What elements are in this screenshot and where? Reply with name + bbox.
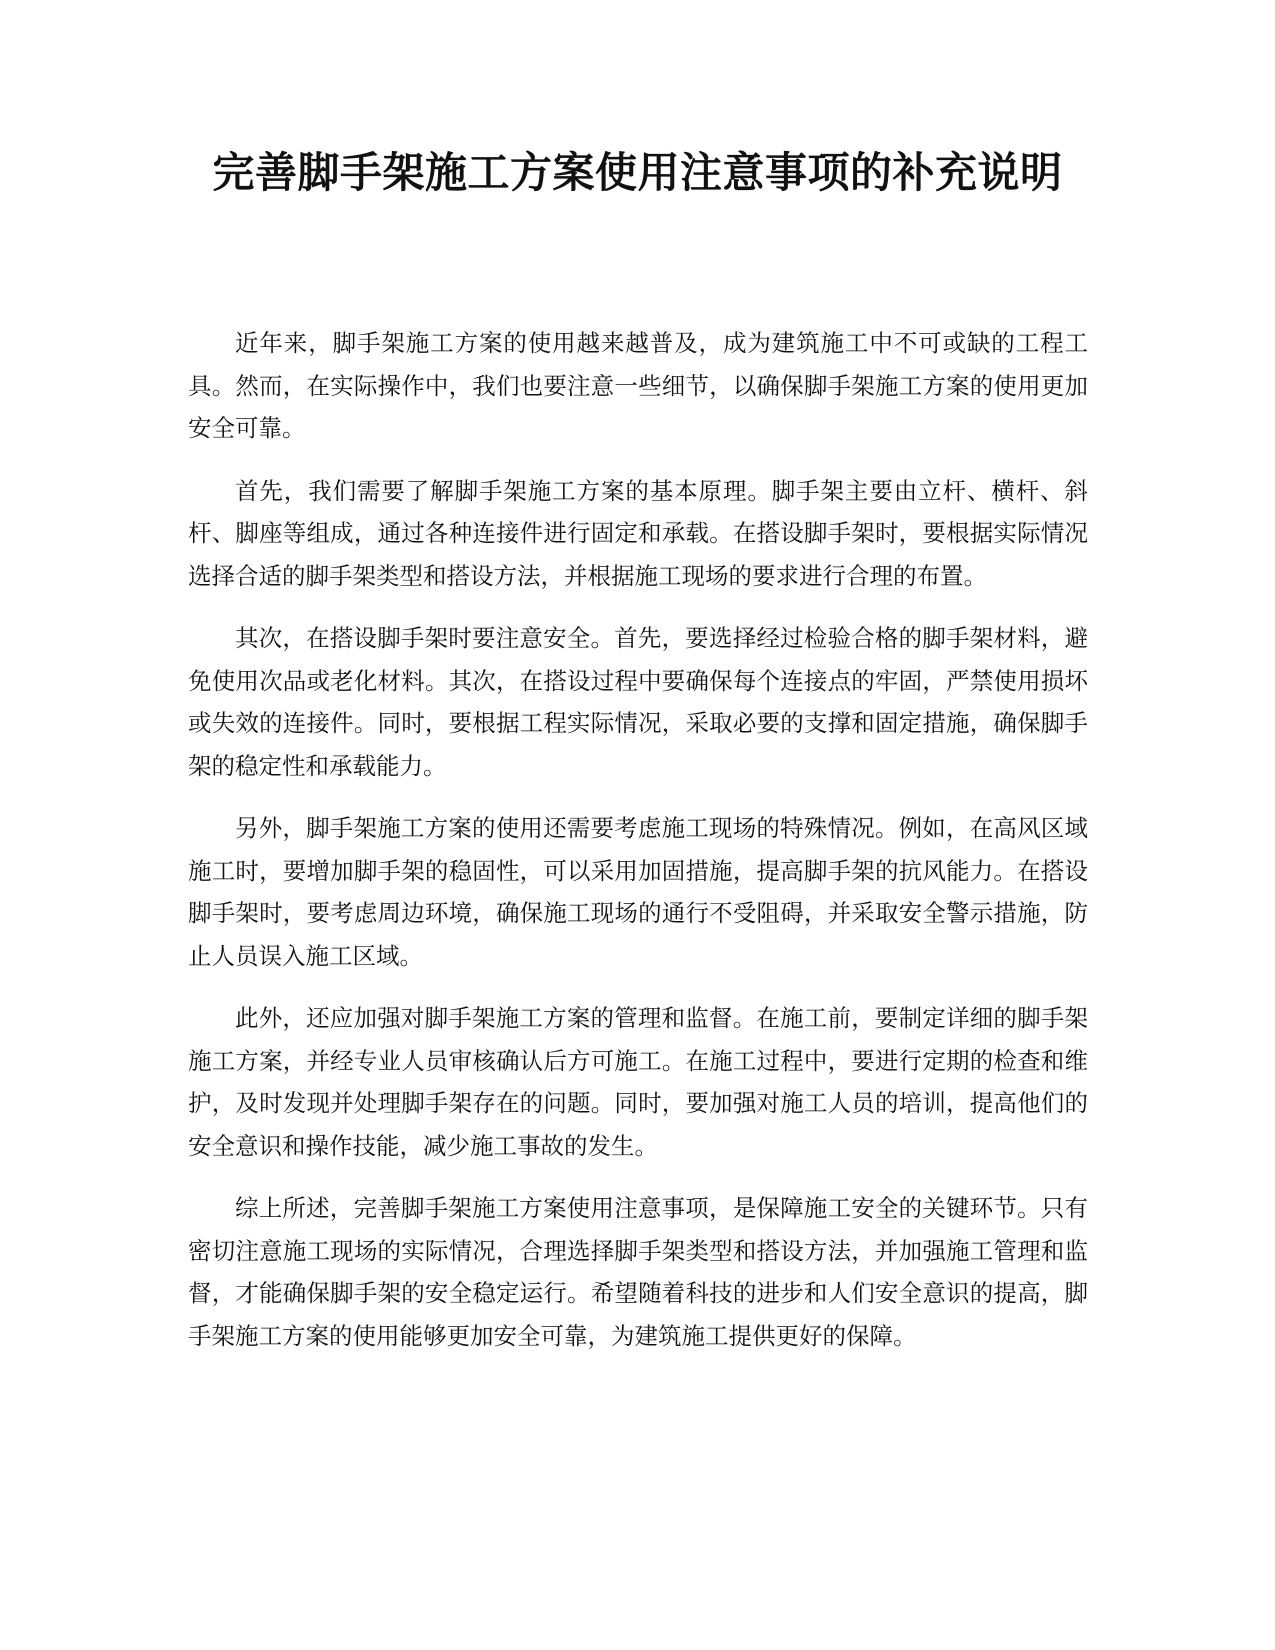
document-body — [188, 322, 1088, 1377]
paragraph-special-conditions: 另外，脚手架施工方案的使用还需要考虑施工现场的特殊情况。例如，在高风区域施工时，要增加脚手架的稳固性，可以采用加固措施，提高脚手架的抗风能力。在搭设脚手架时，要考虑周边环境，确保施工现场的通行不受阻碍，并采取安全警示措施，防止人员误入施工区域。 — [188, 814, 1088, 970]
paragraph-intro: 近年来，脚手架施工方案的使用越来越普及，成为建筑施工中不可或缺的工程工具。然而，在实际操作中，我们也要注意一些细节，以确保脚手架施工方案的使用更加安全可靠。 — [188, 329, 1088, 442]
paragraph-safety: 其次，在搭设脚手架时要注意安全。首先，要选择经过检验合格的脚手架材料，避免使用次品或老化材料。其次，在搭设过程中要确保每个连接点的牢固，严禁使用损坏或失效的连接件。同时，要根据工程实际情况，采取必要的支撑和固定措施，确保脚手架的稳定性和承载能力。 — [188, 624, 1088, 780]
paragraph-conclusion: 综上所述，完善脚手架施工方案使用注意事项，是保障施工安全的关键环节。只有密切注意施工现场的实际情况，合理选择脚手架类型和搭设方法，并加强施工管理和监督，才能确保脚手架的安全稳定运行。希望随着科技的进步和人们安全意识的提高，脚手架施工方案的使用能够更加安全可靠，为建筑施工提供更好的保障。 — [188, 1194, 1088, 1350]
document-title: 完善脚手架施工方案使用注意事项的补充说明 — [212, 148, 1063, 197]
paragraph-management: 此外，还应加强对脚手架施工方案的管理和监督。在施工前，要制定详细的脚手架施工方案，并经专业人员审核确认后方可施工。在施工过程中，要进行定期的检查和维护，及时发现并处理脚手架存在的问题。同时，要加强对施工人员的培训，提高他们的安全意识和操作技能，减少施工事故的发生。 — [188, 1004, 1088, 1160]
paragraph-principles: 首先，我们需要了解脚手架施工方案的基本原理。脚手架主要由立杆、横杆、斜杆、脚座等组成，通过各种连接件进行固定和承载。在搭设脚手架时，要根据实际情况选择合适的脚手架类型和搭设方法，并根据施工现场的要求进行合理的布置。 — [188, 476, 1088, 590]
